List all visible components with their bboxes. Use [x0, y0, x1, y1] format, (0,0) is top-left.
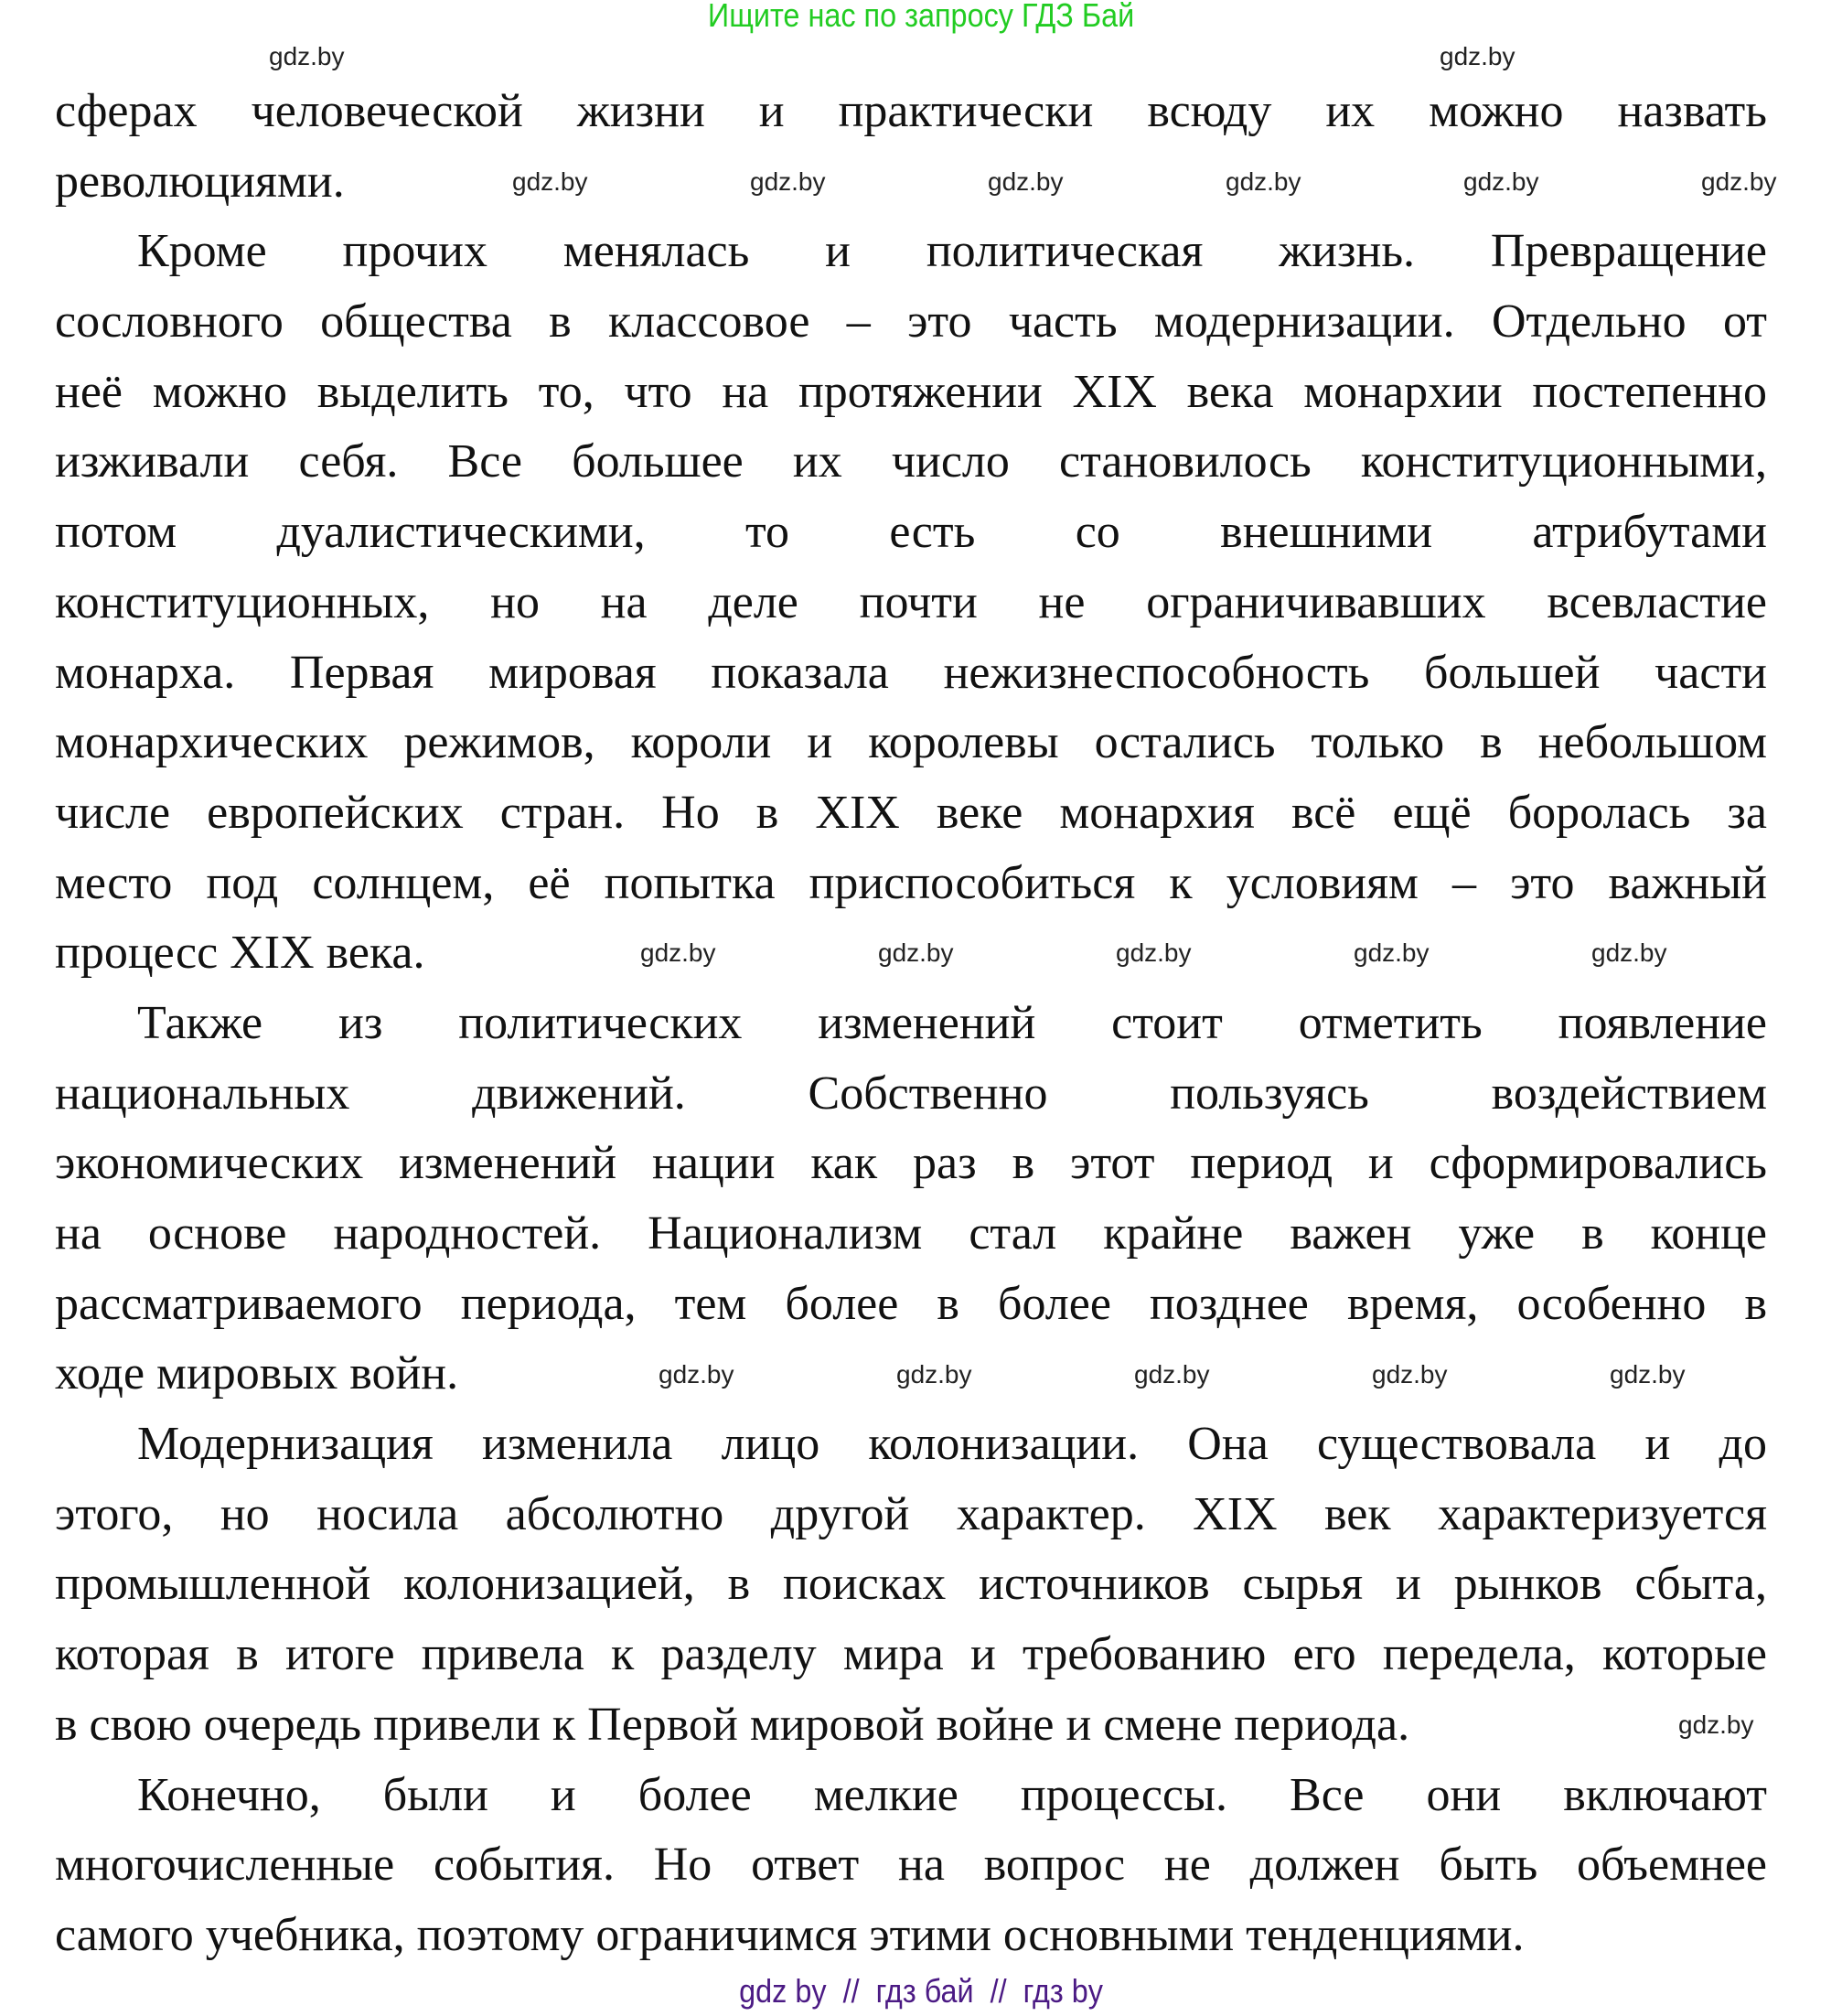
text-line-content: промышленной колонизацией, в поисках источников сырья и рынков сбыта,: [55, 1558, 1767, 1611]
text-line-content: сословного общества в классовое – это часть модернизации. Отдельно от: [55, 295, 1767, 349]
text-line-content: процесс XIX века.: [55, 927, 425, 980]
text-line: [55, 77, 1767, 147]
text-line-content: которая в итоге привела к разделу мира и требованию его передела, которые: [55, 1628, 1767, 1681]
text-line-content: революциями.: [55, 155, 345, 208]
text-line-content: на основе народностей. Национализм стал крайне важен уже в конце: [55, 1207, 1767, 1260]
text-line-content: в свою очередь привели к Первой мировой войне и смене периода.: [55, 1698, 1410, 1751]
text-line-content: монархических режимов, короли и королевы остались только в небольшом: [55, 716, 1767, 769]
watermark: gdz.by: [640, 938, 716, 968]
text-line: [55, 1690, 1767, 1761]
text-line: [55, 1480, 1767, 1550]
text-line-content: сферах человеческой жизни и практически всюду их можно назвать: [55, 85, 1767, 137]
text-line-content: потом дуалистическими, то есть со внешними атрибутами: [55, 506, 1767, 559]
text-line: [55, 1059, 1767, 1130]
text-line: [55, 1129, 1767, 1199]
text-line: [55, 989, 1767, 1059]
search-banner: [0, 0, 1842, 35]
watermark: gdz.by: [1226, 166, 1301, 196]
watermark: gdz.by: [1116, 938, 1192, 968]
watermark: gdz.by: [512, 166, 588, 196]
watermark: gdz.by: [1610, 1359, 1686, 1389]
text-line: [55, 708, 1767, 778]
watermark: gdz.by: [1591, 938, 1667, 968]
watermark: gdz.by: [878, 938, 954, 968]
text-line: [55, 1550, 1767, 1620]
watermark: gdz.by: [1701, 166, 1777, 196]
watermark: gdz.by: [1463, 166, 1539, 196]
footer-watermark-text: gdz by // гдз бай // гдз by: [739, 1972, 1103, 2010]
text-line-content: Модернизация изменила лицо колонизации. Она существовала и до: [137, 1418, 1767, 1471]
watermark: gdz.by: [659, 1359, 734, 1389]
text-line: [55, 568, 1767, 638]
watermark: gdz.by: [1440, 42, 1515, 70]
text-line: [55, 358, 1767, 428]
text-line: [55, 498, 1767, 568]
text-line: [55, 287, 1767, 358]
text-line-content: изживали себя. Все большее их число становилось конституционными,: [55, 435, 1767, 488]
text-line-content: многочисленные события. Но ответ на вопрос не должен быть объемнее: [55, 1839, 1767, 1892]
text-line-content: Кроме прочих менялась и политическая жизнь. Превращение: [137, 225, 1767, 278]
text-line-content: неё можно выделить то, что на протяжении XIX века монархии постепенно: [55, 365, 1767, 418]
text-line: [55, 1901, 1767, 1971]
text-line-content: числе европейских стран. Но в XIX веке монархия всё ещё боролась за: [55, 786, 1767, 839]
text-line-content: конституционных, но на деле почти не ограничивавших всевластие: [55, 575, 1767, 628]
text-line-content: монарха. Первая мировая показала нежизнеспособность большей части: [55, 646, 1767, 699]
text-line-content: этого, но носила абсолютно другой характер. XIX век характеризуется: [55, 1487, 1767, 1540]
text-line: [55, 1830, 1767, 1901]
watermark: gdz.by: [896, 1359, 972, 1389]
text-line: [55, 1620, 1767, 1690]
text-line: [55, 849, 1767, 919]
text-line: [55, 217, 1767, 287]
watermark: gdz.by: [1678, 1710, 1754, 1740]
footer-watermark: [0, 1972, 1842, 2011]
text-line-content: самого учебника, поэтому ограничимся этими основными тенденциями.: [55, 1908, 1525, 1961]
text-line-content: Также из политических изменений стоит отметить появление: [137, 996, 1767, 1049]
text-line-content: Конечно, были и более мелкие процессы. Все они включают: [137, 1768, 1767, 1821]
watermark: gdz.by: [750, 166, 826, 196]
watermark: gdz.by: [988, 166, 1064, 196]
watermark: gdz.by: [1372, 1359, 1448, 1389]
text-line-content: экономических изменений нации как раз в этот период и сформировались: [55, 1137, 1767, 1190]
document-text: [55, 77, 1767, 1971]
text-line: [55, 427, 1767, 498]
text-line: [55, 1199, 1767, 1270]
text-line: [55, 778, 1767, 849]
text-line: [55, 1410, 1767, 1480]
search-banner-text: Ищите нас по запросу ГДЗ Бай: [707, 0, 1135, 34]
text-line-content: рассматриваемого периода, тем более в более позднее время, особенно в: [55, 1277, 1767, 1330]
text-line: [55, 1270, 1767, 1340]
watermark: gdz.by: [269, 42, 345, 70]
text-line: [55, 1761, 1767, 1831]
text-line-content: ходе мировых войн.: [55, 1347, 459, 1400]
watermark: gdz.by: [1134, 1359, 1210, 1389]
text-line: [55, 638, 1767, 709]
watermark: gdz.by: [1354, 938, 1430, 968]
text-line-content: национальных движений. Собственно пользуясь воздействием: [55, 1067, 1767, 1120]
text-line-content: место под солнцем, её попытка приспособиться к условиям – это важный: [55, 856, 1767, 909]
